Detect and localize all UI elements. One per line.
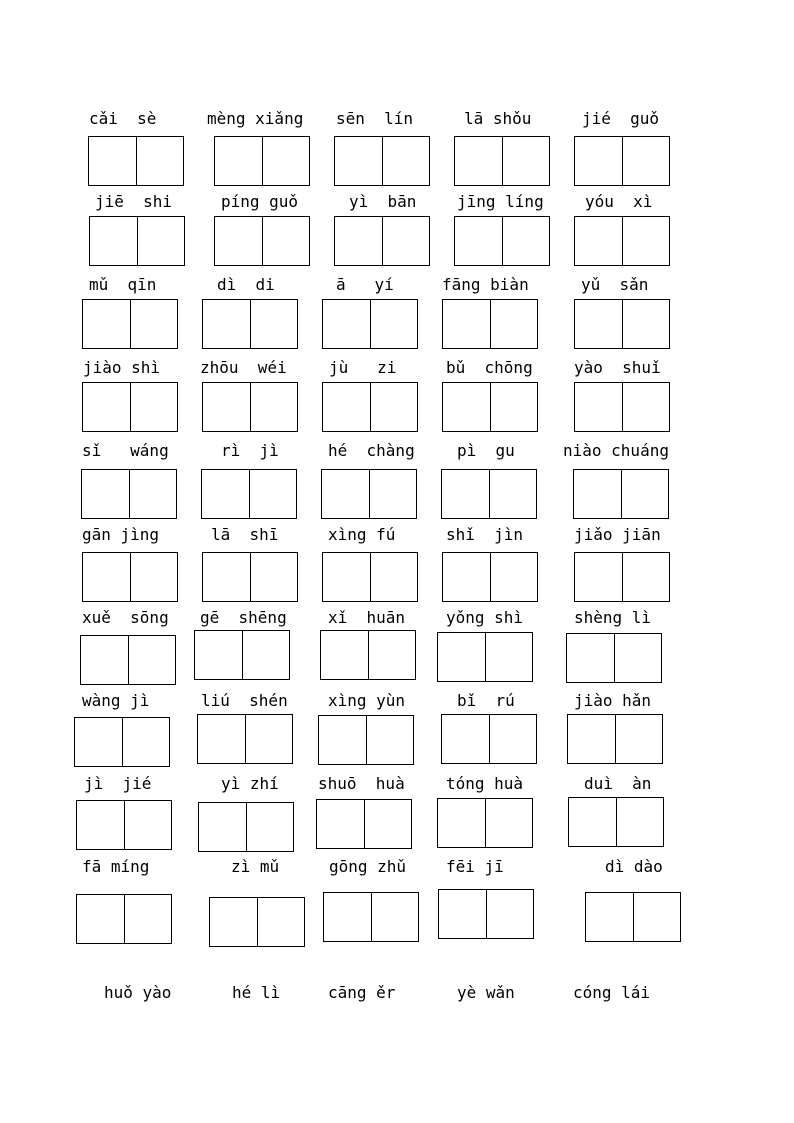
- writing-box[interactable]: [574, 299, 670, 349]
- writing-box[interactable]: [334, 136, 430, 186]
- writing-box[interactable]: [574, 382, 670, 432]
- pinyin-label: jì jié: [84, 774, 152, 793]
- pinyin-label: lā shǒu: [464, 109, 532, 128]
- pinyin-label: fēi jī: [446, 857, 504, 876]
- writing-box[interactable]: [442, 299, 538, 349]
- pinyin-label: jiào shì: [83, 358, 161, 377]
- writing-box[interactable]: [574, 216, 670, 266]
- writing-box[interactable]: [437, 798, 533, 848]
- pinyin-label: sǐ wáng: [82, 441, 169, 460]
- pinyin-label: cāng ěr: [328, 983, 396, 1002]
- pinyin-label: xìng fú: [328, 525, 396, 544]
- writing-box[interactable]: [567, 714, 663, 764]
- writing-box[interactable]: [202, 382, 298, 432]
- pinyin-label: bǔ chōng: [446, 358, 533, 377]
- pinyin-label: pì gu: [457, 441, 515, 460]
- pinyin-label: yì bān: [349, 192, 417, 211]
- writing-box[interactable]: [82, 382, 178, 432]
- pinyin-label: xìng yùn: [328, 691, 406, 710]
- pinyin-label: liú shén: [201, 691, 288, 710]
- writing-box[interactable]: [81, 469, 177, 519]
- writing-box[interactable]: [82, 299, 178, 349]
- writing-box[interactable]: [76, 800, 172, 850]
- pinyin-label: mǔ qīn: [89, 275, 157, 294]
- writing-box[interactable]: [323, 892, 419, 942]
- writing-box[interactable]: [441, 714, 537, 764]
- writing-box[interactable]: [573, 469, 669, 519]
- pinyin-label: lā shī: [211, 525, 279, 544]
- writing-box[interactable]: [322, 382, 418, 432]
- pinyin-label: dì dào: [605, 857, 663, 876]
- writing-box[interactable]: [321, 469, 417, 519]
- pinyin-label: cóng lái: [573, 983, 651, 1002]
- pinyin-label: dì di: [217, 275, 275, 294]
- pinyin-label: cǎi sè: [89, 109, 157, 128]
- pinyin-label: hé chàng: [328, 441, 415, 460]
- writing-box[interactable]: [214, 136, 310, 186]
- writing-box[interactable]: [320, 630, 416, 680]
- pinyin-label: sēn lín: [336, 109, 414, 128]
- pinyin-label: shuō huà: [318, 774, 405, 793]
- pinyin-label: jié guǒ: [582, 109, 660, 128]
- writing-box[interactable]: [322, 299, 418, 349]
- pinyin-label: jiǎo jiān: [574, 525, 661, 544]
- pinyin-label: mèng xiǎng: [207, 109, 304, 128]
- writing-box[interactable]: [88, 136, 184, 186]
- pinyin-label: tóng huà: [446, 774, 524, 793]
- pinyin-label: yǔ sǎn: [581, 275, 649, 294]
- pinyin-label: yào shuǐ: [574, 358, 661, 377]
- pinyin-label: fā míng: [82, 857, 150, 876]
- writing-box[interactable]: [438, 889, 534, 939]
- writing-box[interactable]: [76, 894, 172, 944]
- writing-box[interactable]: [322, 552, 418, 602]
- pinyin-label: jù zi: [329, 358, 397, 377]
- pinyin-label: xǐ huān: [328, 608, 406, 627]
- pinyin-label: gē shēng: [200, 608, 287, 627]
- pinyin-label: huǒ yào: [104, 983, 172, 1002]
- writing-box[interactable]: [437, 632, 533, 682]
- pinyin-label: niào chuáng: [563, 441, 669, 460]
- pinyin-label: shǐ jìn: [446, 525, 524, 544]
- pinyin-label: jiē shi: [95, 192, 173, 211]
- writing-box[interactable]: [80, 635, 176, 685]
- writing-box[interactable]: [454, 216, 550, 266]
- writing-box[interactable]: [197, 714, 293, 764]
- writing-box[interactable]: [442, 552, 538, 602]
- pinyin-label: yè wǎn: [457, 983, 515, 1002]
- pinyin-label: yóu xì: [585, 192, 653, 211]
- pinyin-label: zì mǔ: [231, 857, 280, 876]
- pinyin-label: wàng jì: [82, 691, 150, 710]
- writing-box[interactable]: [214, 216, 310, 266]
- writing-box[interactable]: [74, 717, 170, 767]
- writing-box[interactable]: [454, 136, 550, 186]
- writing-box[interactable]: [202, 552, 298, 602]
- writing-box[interactable]: [209, 897, 305, 947]
- pinyin-label: bǐ rú: [457, 691, 515, 710]
- pinyin-label: xuě sōng: [82, 608, 169, 627]
- pinyin-label: gān jìng: [82, 525, 160, 544]
- writing-box[interactable]: [198, 802, 294, 852]
- writing-box[interactable]: [316, 799, 412, 849]
- writing-box[interactable]: [202, 299, 298, 349]
- writing-box[interactable]: [442, 382, 538, 432]
- writing-box[interactable]: [334, 216, 430, 266]
- writing-box[interactable]: [201, 469, 297, 519]
- pinyin-label: jiào hǎn: [574, 691, 652, 710]
- pinyin-label: ā yí: [336, 275, 394, 294]
- writing-box[interactable]: [89, 216, 185, 266]
- pinyin-label: yǒng shì: [446, 608, 524, 627]
- pinyin-label: zhōu wéi: [200, 358, 287, 377]
- pinyin-label: gōng zhǔ: [329, 857, 407, 876]
- writing-box[interactable]: [318, 715, 414, 765]
- pinyin-label: hé lì: [232, 983, 281, 1002]
- writing-box[interactable]: [441, 469, 537, 519]
- writing-box[interactable]: [585, 892, 681, 942]
- writing-box[interactable]: [574, 136, 670, 186]
- pinyin-label: duì àn: [584, 774, 652, 793]
- writing-box[interactable]: [194, 630, 290, 680]
- pinyin-label: rì jì: [221, 441, 279, 460]
- writing-box[interactable]: [574, 552, 670, 602]
- writing-box[interactable]: [82, 552, 178, 602]
- pinyin-label: shèng lì: [574, 608, 652, 627]
- writing-box[interactable]: [566, 633, 662, 683]
- pinyin-label: jīng líng: [457, 192, 544, 211]
- pinyin-label: fāng biàn: [442, 275, 529, 294]
- pinyin-label: yì zhí: [221, 774, 279, 793]
- pinyin-label: píng guǒ: [221, 192, 299, 211]
- writing-box[interactable]: [568, 797, 664, 847]
